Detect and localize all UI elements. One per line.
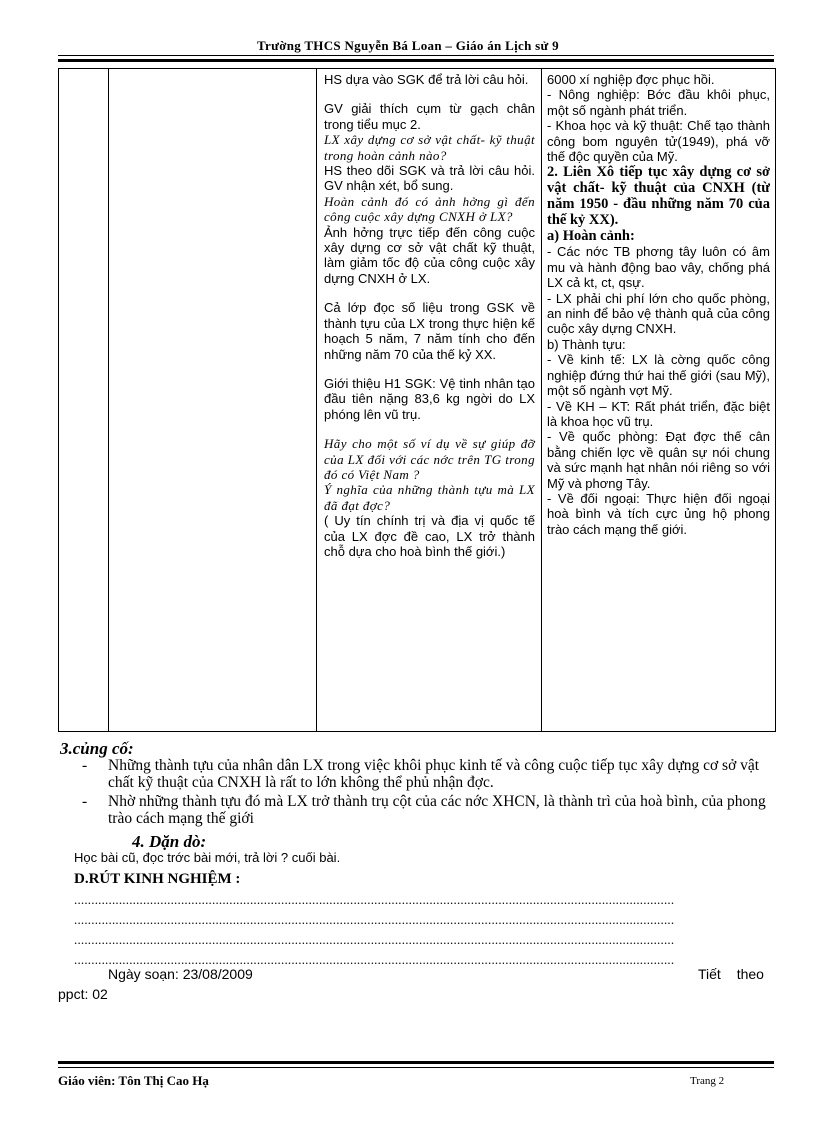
table-row xyxy=(59,69,776,732)
teacher-question: LX xây dựng cơ sở vật chất- kỹ thuật trong hoàn cảnh nào? xyxy=(324,132,535,163)
table-cell-empty-1 xyxy=(59,69,109,732)
prep-date: Ngày soạn: 23/08/2009 xyxy=(108,966,253,982)
paragraph: Cả lớp đọc số liệu trong GSK về thành tựu của LX trong thực hiện kế hoạch 5 năm, 7 năm tính cho đến những năm 70 của thế kỷ XX. xyxy=(324,300,535,362)
consolidation-item xyxy=(82,793,772,827)
consolidation-list xyxy=(82,757,772,829)
consolidation-heading: 3.củng cố: xyxy=(60,739,134,758)
homework-text: Học bài cũ, đọc trớc bài mới, trả lời ? cuối bài. xyxy=(74,850,341,865)
content-column xyxy=(542,69,776,732)
paragraph-gap xyxy=(324,286,535,300)
paragraph: GV giải thích cụm từ gạch chân trong tiểu mục 2. xyxy=(324,101,535,132)
experience-line: .............................................................................................................................................................................. xyxy=(74,893,675,906)
teacher-question: Hãy cho một số ví dụ về sự giúp đỡ của LX đối với các nớc trên TG trong đó có Việt Nam ? xyxy=(324,436,535,482)
teacher-question: Ý nghĩa của những thành tựu mà LX đã đạt đợc? xyxy=(324,482,535,513)
footer-rule-thin xyxy=(58,1067,774,1068)
experience-line: .............................................................................................................................................................................. xyxy=(74,933,675,946)
consolidation-text: Nhờ những thành tựu đó mà LX trở thành trụ cột của các nớc XHCN, là thành trì của hoà bình, của phong trào cách mạng thế giới xyxy=(108,793,766,827)
bullet-dash: - xyxy=(82,793,88,810)
page-number: Trang 2 xyxy=(690,1075,725,1087)
content-heading: 2. Liên Xô tiếp tục xây dựng cơ sở vật chất- kỹ thuật của CNXH (từ năm 1950 - đầu những năm 70 của thế kỷ XX). xyxy=(547,164,770,229)
activity-column xyxy=(317,69,542,732)
teacher-name: Giáo viên: Tôn Thị Cao Hạ xyxy=(58,1073,209,1088)
paragraph-gap xyxy=(324,87,535,101)
paragraph: ( Uy tín chính trị và địa vị quốc tế của LX đợc đề cao, LX trở thành chỗ dựa cho hoà bình thế giới.) xyxy=(324,513,535,559)
paragraph: b) Thành tựu: xyxy=(547,336,626,352)
paragraph: - Về kinh tế: LX là cờng quốc công nghiệp đứng thứ hai thế giới (sau Mỹ), một số ngành vợt Mỹ. xyxy=(547,352,770,399)
header-rule-thin xyxy=(58,55,774,56)
ppct-label: ppct: 02 xyxy=(58,986,108,1002)
experience-line: .............................................................................................................................................................................. xyxy=(74,913,675,926)
paragraph: Giới thiệu H1 SGK: Vệ tinh nhân tạo đầu tiên nặng 83,6 kg ngời do LX phóng lên vũ trụ. xyxy=(324,375,535,422)
lesson-table xyxy=(58,68,776,732)
consolidation-text: Những thành tựu của nhân dân LX trong việc khôi phục kinh tế và công cuộc tiếp tục xây dựng cơ sở vật chất kỹ thuật của CNXH là rất to lớn không thể phủ nhận đợc. xyxy=(108,757,760,791)
paragraph: - Về đối ngoại: Thực hiện đối ngoại hoà bình và tích cực ủng hộ phong trào cách mạng thế giới. xyxy=(547,490,770,537)
bullet-dash: - xyxy=(82,757,88,774)
paragraph: - Về KH – KT: Rất phát triển, đặc biệt là khoa học vũ trụ. xyxy=(547,398,770,429)
consolidation-item xyxy=(82,757,772,791)
experience-heading: D.RÚT KINH NGHIỆM : xyxy=(74,871,241,887)
experience-line: .............................................................................................................................................................................. xyxy=(74,953,675,966)
teacher-question: Hoàn cảnh đó có ảnh hởng gì đến công cuộc xây dựng CNXH ở LX? xyxy=(324,193,535,225)
paragraph: - LX phải chi phí lớn cho quốc phòng, an ninh để bảo vệ thành quả của công cuộc xây dựng CNXH. xyxy=(547,290,770,337)
period-label: Tiết theo xyxy=(698,966,764,982)
paragraph: Ảnh hởng trực tiếp đến công cuộc xây dựng cơ sở vật chất kỹ thuật, làm giảm tốc độ của công cuộc xây dựng CNXH ở LX. xyxy=(324,224,535,286)
page-header-title: Trường THCS Nguyễn Bá Loan – Giáo án Lịch sử 9 xyxy=(257,38,559,53)
paragraph: HS theo dõi SGK và trả lời câu hỏi. GV nhận xét, bổ sung. xyxy=(324,163,535,194)
footer-rule-thick xyxy=(58,1061,774,1064)
paragraph: HS dựa vào SGK để trả lời câu hỏi. xyxy=(324,72,529,87)
content-heading: a) Hoàn cảnh: xyxy=(547,228,635,245)
paragraph: 6000 xí nghiệp đợc phục hồi. xyxy=(547,72,715,87)
paragraph-gap xyxy=(324,362,535,376)
paragraph: - Các nớc TB phơng tây luôn có âm mu và hành động bao vây, chống phá LX cả kt, ct, qsự. xyxy=(547,244,770,291)
paragraph-gap xyxy=(324,422,535,436)
homework-heading: 4. Dặn dò: xyxy=(132,832,207,851)
paragraph: - Khoa học và kỹ thuật: Chế tạo thành công bom nguyên tử(1949), phá vỡ thế độc quyền của Mỹ. xyxy=(547,118,770,165)
table-cell-empty-2 xyxy=(109,69,317,732)
header-rule-thick xyxy=(58,59,774,62)
paragraph: - Nông nghiệp: Bớc đầu khôi phục, một số ngành phát triển. xyxy=(547,87,770,118)
paragraph: - Về quốc phòng: Đạt đợc thế cân bằng chiến lợc về quân sự nói chung và sức mạnh hạt nhân nói riêng so với Mỹ và phơng Tây. xyxy=(547,429,770,491)
